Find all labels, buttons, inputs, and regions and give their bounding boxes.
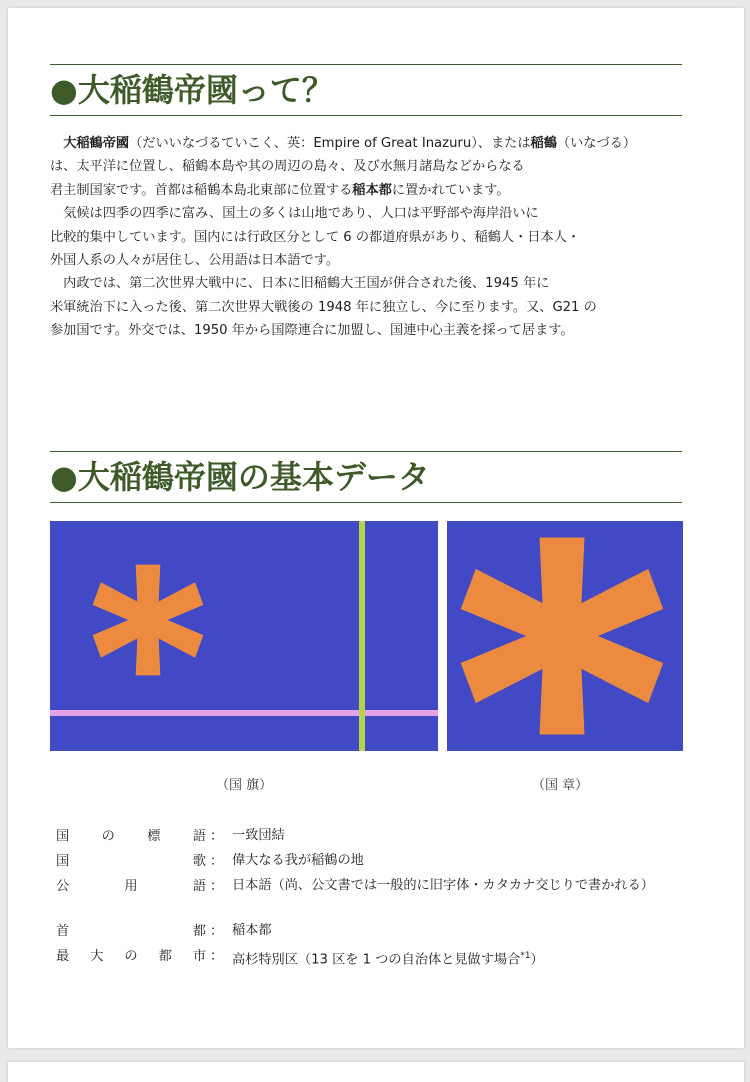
data-label-char: の [101,829,115,844]
data-row [56,849,676,874]
data-label-char: 都 [192,924,206,939]
section-heading-intro: ●大稲鶴帝國って？ [50,64,682,116]
text-run [50,136,63,151]
data-value: 日本語（尚、公文書では一般的に旧字体・カタカナ交じりで書かれる） [232,878,654,893]
data-label-char: 用 [124,879,138,894]
flag-pink-stripe [50,710,438,716]
data-value: 一致団結 [232,828,285,843]
data-label-char: 語 [192,829,206,844]
body-line [50,202,690,225]
data-label-char: 国 [56,854,70,869]
body-line [50,132,690,155]
flag-svg [50,521,438,751]
body-line [50,319,690,342]
text-run: は、太平洋に位置し、稲鶴本島や其の周辺の島々、及び水無月諸島などからなる [50,159,525,175]
data-label [56,824,206,849]
national-emblem-image [447,521,683,751]
emblem-svg [447,521,683,751]
text-run: 君主制国家です。首都は稲鶴本島北東部に位置する [50,182,353,198]
bold-term: 大稲鶴帝國 [63,136,130,151]
section-heading-basic-data: ●大稲鶴帝國の基本データ [50,451,682,503]
text-run: 米軍統治下に入った後、第二次世界大戦後の 1948 年に独立し、今に至ります。又、G21 の [50,299,597,315]
next-page-edge [8,1062,744,1082]
text-run: 参加国です。外交では、1950 年から国際連合に加盟し、国連中心主義を採って居ます。 [50,323,574,339]
national-flag-image [50,521,438,751]
data-label-char: 都 [158,949,172,964]
data-label-char: 最 [56,949,70,964]
flag-caption: （国 旗） [216,778,273,793]
emblem-caption: （国 章） [532,778,589,793]
body-line [50,155,690,178]
body-line [50,272,690,295]
data-row [56,944,676,969]
text-run: に置かれています。 [391,182,510,198]
data-row [56,824,676,849]
text-run: 比較的集中しています。国内には行政区分として 6 の都道府県があり、稲鶴人・日本人・ [50,229,581,245]
text-run: 外国人系の人々が居住し、公用語は日本語です。 [50,253,340,269]
data-label-char: 首 [56,924,70,939]
data-label-char: 国 [56,829,70,844]
data-label-char: 歌 [192,854,206,869]
data-row [56,919,676,944]
flag-green-stripe [359,521,365,751]
body-line [50,296,690,319]
data-label-char: 大 [90,949,104,964]
data-label [56,874,206,899]
data-colon: ： [210,854,224,869]
data-label-char: 市 [192,949,206,964]
data-label-char: の [124,949,138,964]
text-run: 気候は四季の四季に富み、国土の多くは山地であり、人口は平野部や海岸沿いに [50,206,539,222]
data-colon: ： [210,829,224,844]
intro-body-text [50,132,690,343]
data-label-char: 語 [192,879,206,894]
data-colon: ： [210,879,224,894]
data-value: 稲本都 [232,923,272,938]
data-value: 高杉特別区（13 区を 1 つの自治体と見做す場合$^{*1}$） [232,951,544,968]
data-label-char: 公 [56,879,70,894]
data-label-char: 標 [147,829,161,844]
text-run: 内政では、第二次世界大戦中に、日本に旧稲鶴大王国が併合された後、1945 年に [50,276,550,292]
body-line [50,249,690,272]
data-label [56,849,206,874]
data-row [56,874,676,919]
data-colon: ： [210,949,224,964]
bold-term: 稲本都 [352,182,392,198]
data-colon: ： [210,924,224,939]
basic-data-table [56,824,676,969]
body-line [50,179,690,202]
text-run: （だいいなづるていこく、英：Empire of Great Inazuru）、または [129,136,531,151]
data-label [56,919,206,944]
data-value: 偉大なる我が稲鶴の地 [232,853,364,868]
bold-term: 稲鶴 [530,136,557,151]
data-label [56,944,206,969]
text-run: （いなづる） [556,136,637,151]
body-line [50,226,690,249]
